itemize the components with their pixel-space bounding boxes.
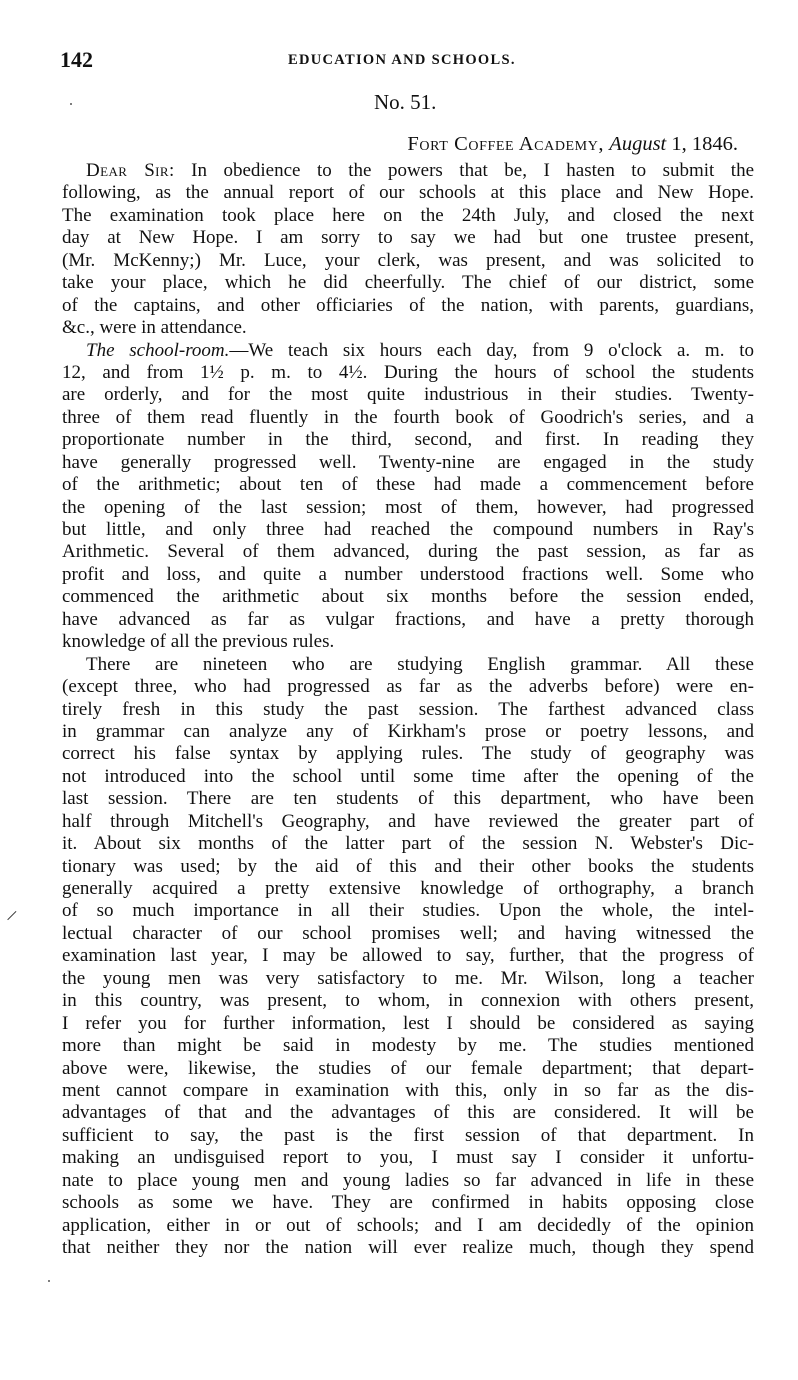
text-line: generally acquired a pretty extensive knowledge of orthography, a branch xyxy=(62,878,754,899)
dateline xyxy=(407,133,738,156)
text-line: ment cannot compare in examination with this, only in so far as the dis- xyxy=(62,1079,754,1101)
text-line: take your place, which he did cheerfully. The chief of our district, some xyxy=(62,272,754,294)
text-line: not introduced into the school until some time after the opening of the xyxy=(62,765,754,787)
text-line: commenced the arithmetic about six months before the session ended, xyxy=(62,586,754,608)
text-line-content: In obedience to the powers that be, I hasten to submit the xyxy=(191,160,754,181)
text-line: following, as the annual report of our schools at this place and New Hope. xyxy=(62,182,754,204)
text-line: lectual character of our school promises well; and having witnessed the xyxy=(62,922,754,944)
text-line: above were, likewise, the studies of our female department; that depart- xyxy=(62,1057,754,1079)
text-line: in grammar can analyze any of Kirkham's prose or poetry lessons, and xyxy=(62,720,754,742)
text-line: the opening of the last session; most of them, however, had progressed xyxy=(62,496,754,518)
text-line: correct his false syntax by applying rules. The study of geography was xyxy=(62,743,754,765)
text-line: but little, and only three had reached the compound numbers in Ray's xyxy=(62,519,754,540)
document-number: No. 51. xyxy=(374,90,437,114)
text-line: the young men was very satisfactory to me. Mr. Wilson, long a teacher xyxy=(62,967,754,989)
text-line: knowledge of all the previous rules. xyxy=(62,631,335,653)
text-line: application, either in or out of schools; and I am decidedly of the opinion xyxy=(62,1214,754,1236)
text-line: are orderly, and for the most quite industrious in their studies. Twenty- xyxy=(62,384,754,406)
running-head: EDUCATION AND SCHOOLS. xyxy=(288,52,516,68)
text-line: Arithmetic. Several of them advanced, during the past session, as far as xyxy=(62,541,754,563)
dateline-month: August xyxy=(609,133,667,155)
text-line: it. About six months of the latter part of the session N. Webster's Dic- xyxy=(62,833,754,855)
text-line: There are nineteen who are studying English grammar. All these xyxy=(86,653,754,675)
page-number: 142 xyxy=(60,47,93,72)
text-line: (Mr. McKenny;) Mr. Luce, your clerk, was present, and was solicited to xyxy=(62,249,754,271)
text-line: sufficient to say, the past is the first session of that department. In xyxy=(62,1124,754,1146)
text-line: half through Mitchell's Geography, and have reviewed the greater part of xyxy=(62,810,754,832)
speck-mark xyxy=(70,103,72,105)
text-line: making an undisguised report to you, I must say I consider it unfortu- xyxy=(62,1147,754,1169)
dateline-day-year: 1, 1846. xyxy=(671,133,738,155)
text-line: of the captains, and other officiaries of the nation, with parents, guardians, xyxy=(62,294,754,316)
text-line: last session. There are ten students of this department, who have been xyxy=(62,788,754,810)
text-line: profit and loss, and quite a number understood fractions well. Some who xyxy=(62,563,754,585)
salutation: Dear Sir: xyxy=(86,160,175,181)
text-line: I refer you for further information, lest I should be considered as saying xyxy=(62,1012,754,1034)
text-line xyxy=(62,160,754,182)
text-line: proportionate number in the third, second, and first. In reading they xyxy=(62,429,754,451)
text-line: examination last year, I may be allowed to say, further, that the progress of xyxy=(62,945,754,967)
text-line: of so much importance in all their studies. Upon the whole, the intel- xyxy=(62,900,754,922)
text-line: nate to place young men and young ladies so far advanced in life in these xyxy=(62,1169,754,1191)
text-line: that neither they nor the nation will ever realize much, though they spend xyxy=(62,1237,754,1258)
text-line: 12, and from 1½ p. m. to 4½. During the hours of school the students xyxy=(62,361,754,383)
text-line: in this country, was present, to whom, in connexion with others present, xyxy=(62,990,754,1012)
letter-body xyxy=(62,160,754,1259)
section-heading-schoolroom: The school-room. xyxy=(86,339,230,361)
text-line: tirely fresh in this study the past session. The farthest advanced class xyxy=(62,698,754,720)
margin-pencil-mark xyxy=(7,911,16,920)
text-line: tionary was used; by the aid of this and their other books the students xyxy=(62,855,754,877)
text-line xyxy=(62,340,754,362)
text-line: (except three, who had progressed as far as the adverbs before) were en- xyxy=(62,676,754,698)
text-line: have advanced as far as vulgar fractions, and have a pretty thorough xyxy=(62,608,754,630)
text-line-content: —We teach six hours each day, from 9 o'clock a. m. to xyxy=(229,339,754,361)
text-line: more than might be said in modesty by me. The studies mentioned xyxy=(62,1035,754,1057)
text-line: of the arithmetic; about ten of these had made a commencement before xyxy=(62,474,754,496)
text-line: advantages of that and the advantages of this are considered. It will be xyxy=(62,1102,754,1124)
text-line: have generally progressed well. Twenty-nine are engaged in the study xyxy=(62,451,754,473)
text-line: The examination took place here on the 24th July, and closed the next xyxy=(62,204,754,226)
text-line: three of them read fluently in the fourth book of Goodrich's series, and a xyxy=(62,406,754,428)
text-line: schools as some we have. They are confirmed in habits opposing close xyxy=(62,1192,754,1214)
dateline-place: Fort Coffee Academy, xyxy=(407,133,605,155)
text-line: &c., were in attendance. xyxy=(62,317,247,339)
speck-mark xyxy=(48,1280,50,1282)
text-line: day at New Hope. I am sorry to say we had but one trustee present, xyxy=(62,227,754,249)
